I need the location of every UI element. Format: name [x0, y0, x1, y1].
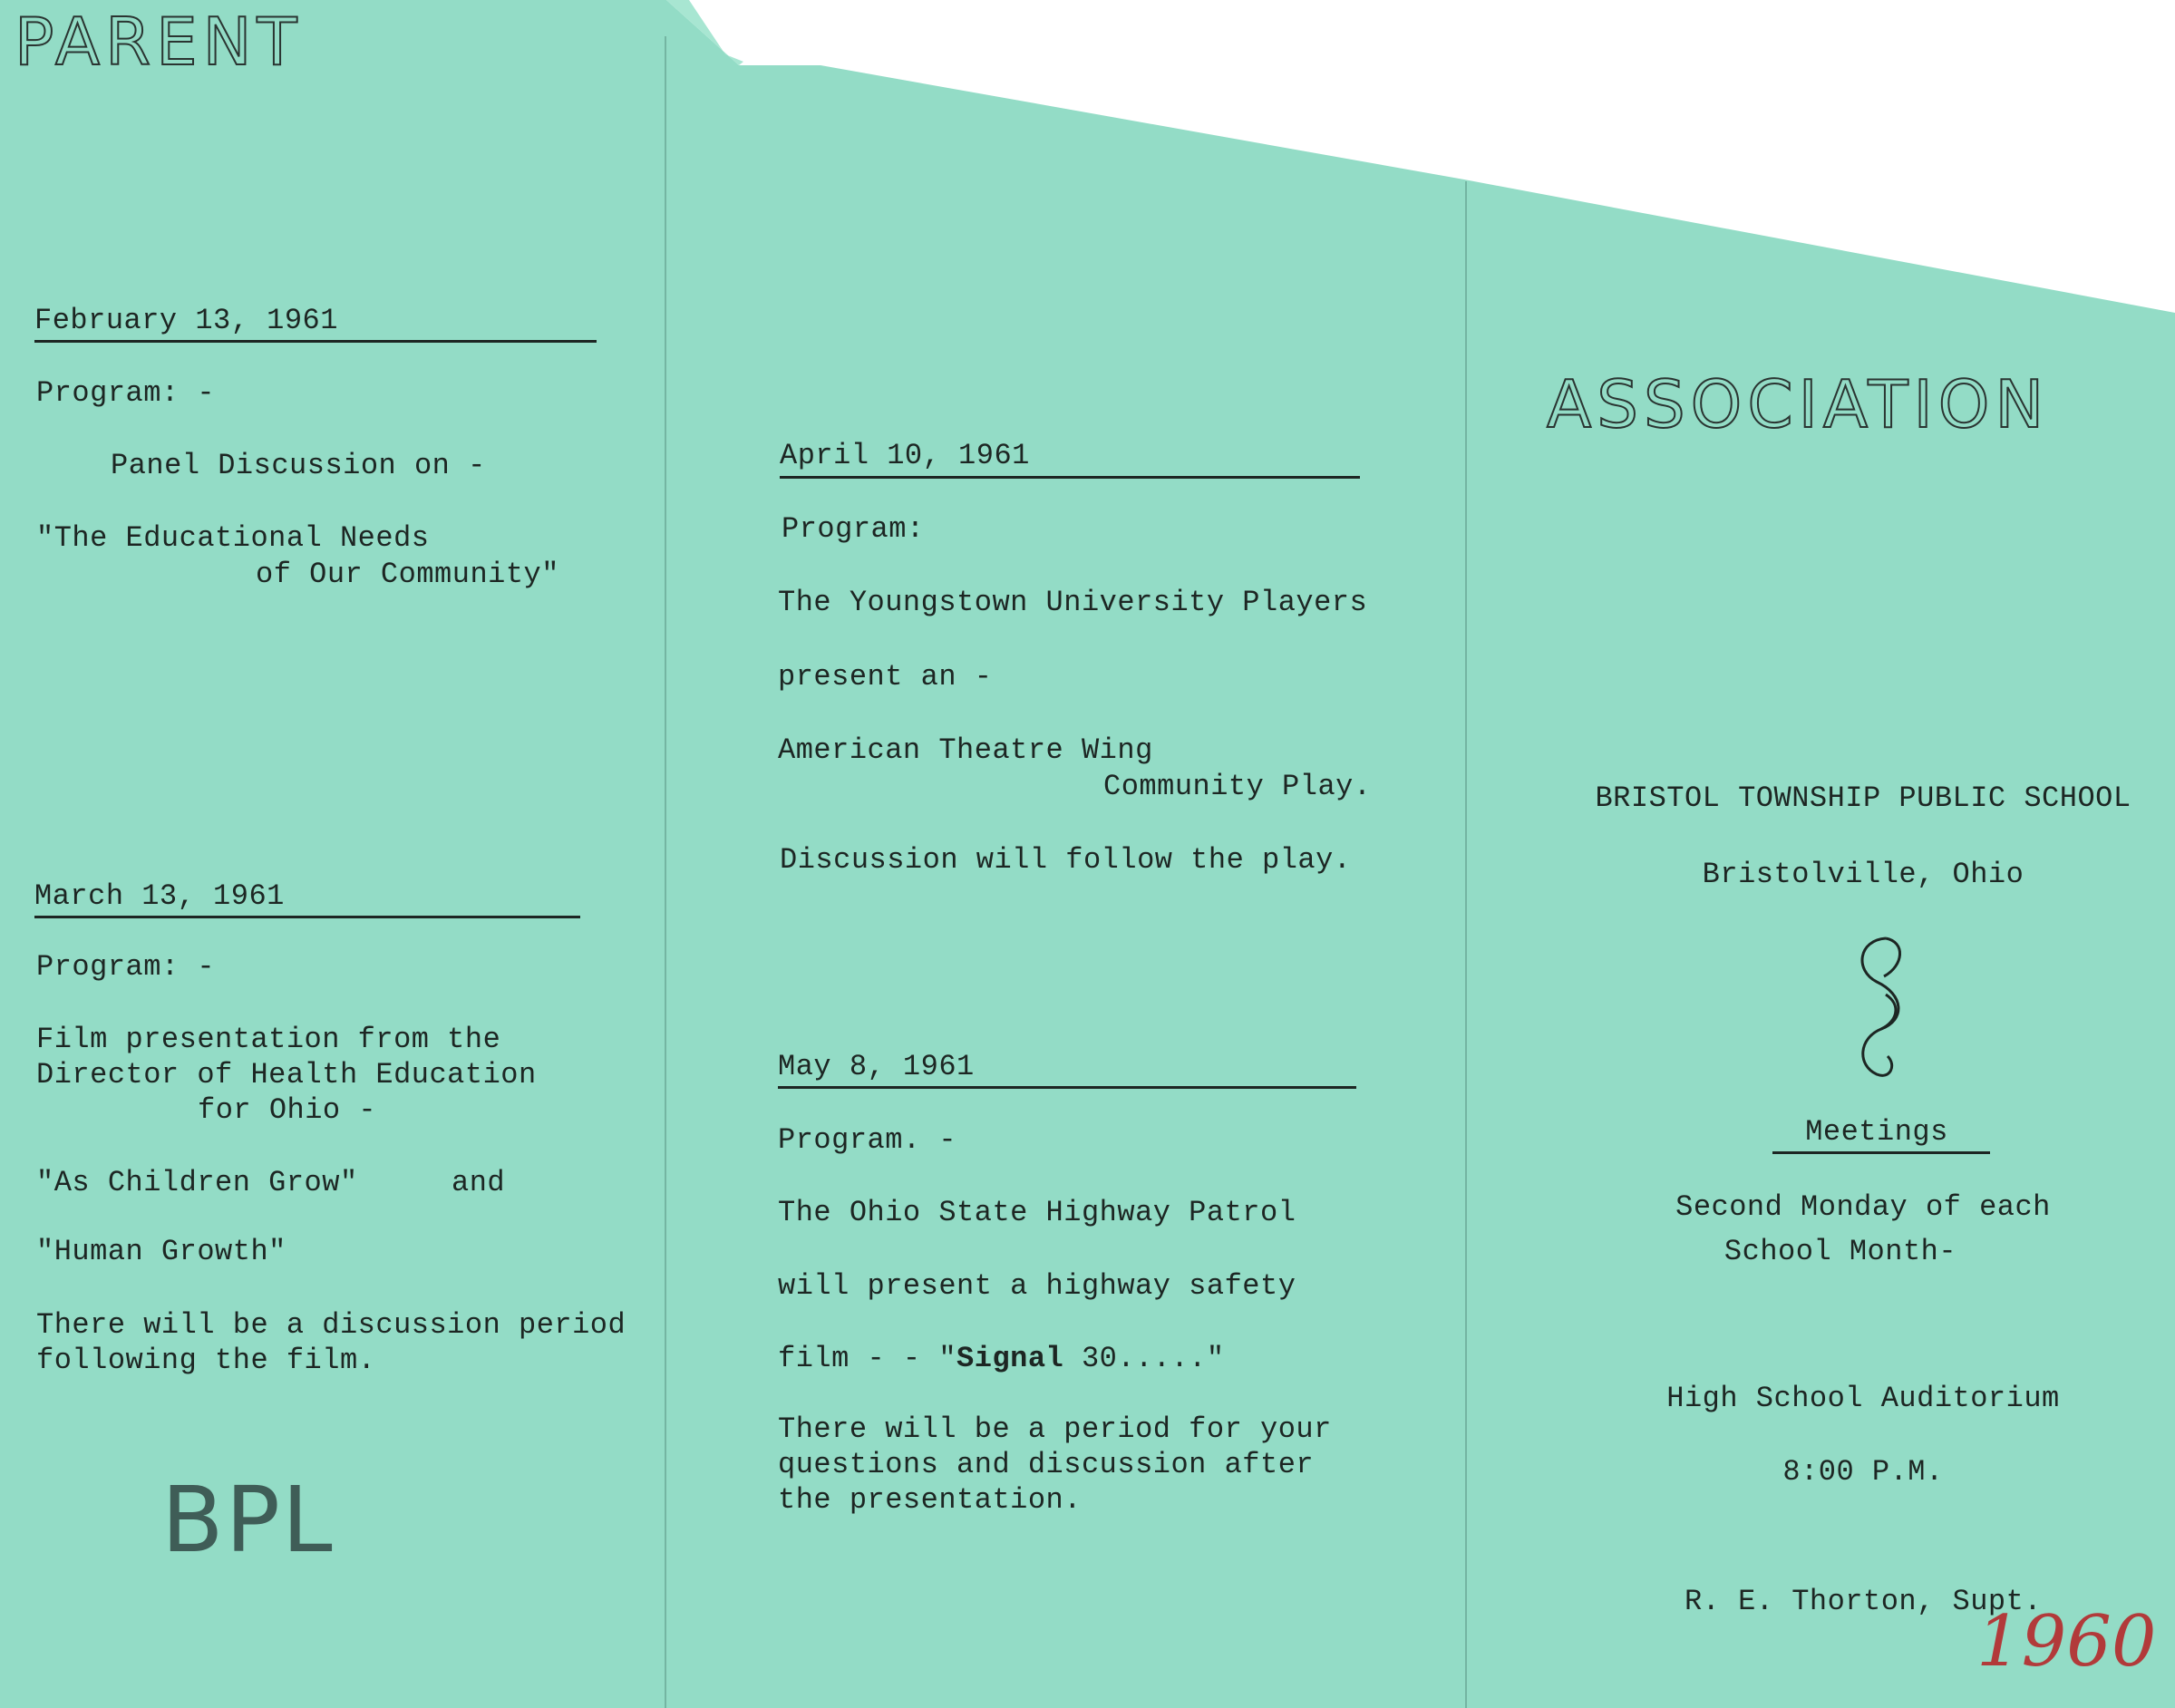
meeting-location: High School Auditorium — [1666, 1382, 2060, 1415]
may-line3-prefix: film - - " — [778, 1342, 957, 1375]
apr-program: Program: — [782, 512, 925, 546]
mar-film2: "Human Growth" — [36, 1235, 286, 1268]
may-underline — [778, 1086, 1356, 1089]
feb-line3: of Our Community" — [256, 558, 559, 591]
mar-date: March 13, 1961 — [34, 879, 285, 913]
mar-and: and — [452, 1166, 506, 1199]
mar-program: Program: - — [36, 950, 216, 984]
may-line3-suffix: 30....." — [1063, 1342, 1225, 1375]
school-name: BRISTOL TOWNSHIP PUBLIC SCHOOL — [1595, 781, 2131, 815]
may-date: May 8, 1961 — [778, 1050, 975, 1083]
may-line1: The Ohio State Highway Patrol — [778, 1196, 1296, 1229]
mar-line4: There will be a discussion period — [36, 1308, 626, 1342]
feb-date: February 13, 1961 — [34, 304, 338, 337]
town-name: Bristolville, Ohio — [1702, 858, 2024, 891]
scroll-ornament-icon — [1840, 929, 1922, 1083]
feb-underline — [34, 340, 597, 343]
schedule-line2: School Month- — [1723, 1235, 1957, 1268]
feb-line2: "The Educational Needs — [36, 521, 430, 555]
may-line2: will present a highway safety — [778, 1269, 1296, 1303]
meetings-heading: Meetings — [1805, 1115, 1948, 1149]
bpl-stamp: BPL — [161, 1467, 335, 1573]
apr-line2: present an - — [778, 660, 993, 694]
handwritten-year: 1960 — [1976, 1601, 2157, 1683]
title-association: ASSOCIATION — [1547, 366, 2050, 442]
may-line5: questions and discussion after — [778, 1448, 1315, 1481]
feb-program: Program: - — [36, 376, 216, 410]
mar-film1: "As Children Grow" — [36, 1166, 358, 1199]
schedule-line1: Second Monday of each — [1675, 1190, 2051, 1224]
signal-film-title: Signal — [956, 1342, 1064, 1375]
apr-line1: The Youngstown University Players — [778, 586, 1368, 619]
mar-line1: Film presentation from the — [36, 1023, 501, 1056]
mar-line2: Director of Health Education — [36, 1058, 537, 1092]
mar-line5: following the film. — [36, 1344, 376, 1377]
may-line3 — [778, 1342, 1225, 1376]
may-line4: There will be a period for your — [778, 1412, 1332, 1446]
mar-underline — [34, 916, 580, 918]
apr-date: April 10, 1961 — [780, 439, 1030, 472]
fold-line-left — [665, 36, 666, 1708]
title-parent: PARENT — [15, 4, 303, 80]
feb-line1: Panel Discussion on - — [111, 449, 486, 482]
apr-line5: Discussion will follow the play. — [780, 843, 1352, 877]
may-program: Program. - — [778, 1123, 957, 1157]
meetings-underline — [1772, 1151, 1990, 1154]
apr-line4: Community Play. — [1103, 770, 1372, 803]
mar-line3: for Ohio - — [198, 1093, 377, 1127]
meeting-time: 8:00 P.M. — [1782, 1455, 1944, 1489]
fold-line-right — [1465, 181, 1467, 1708]
may-line6: the presentation. — [778, 1483, 1082, 1517]
superintendent: R. E. Thorton, Supt. — [1684, 1585, 2043, 1618]
apr-line3: American Theatre Wing — [778, 733, 1153, 767]
apr-underline — [780, 476, 1360, 479]
